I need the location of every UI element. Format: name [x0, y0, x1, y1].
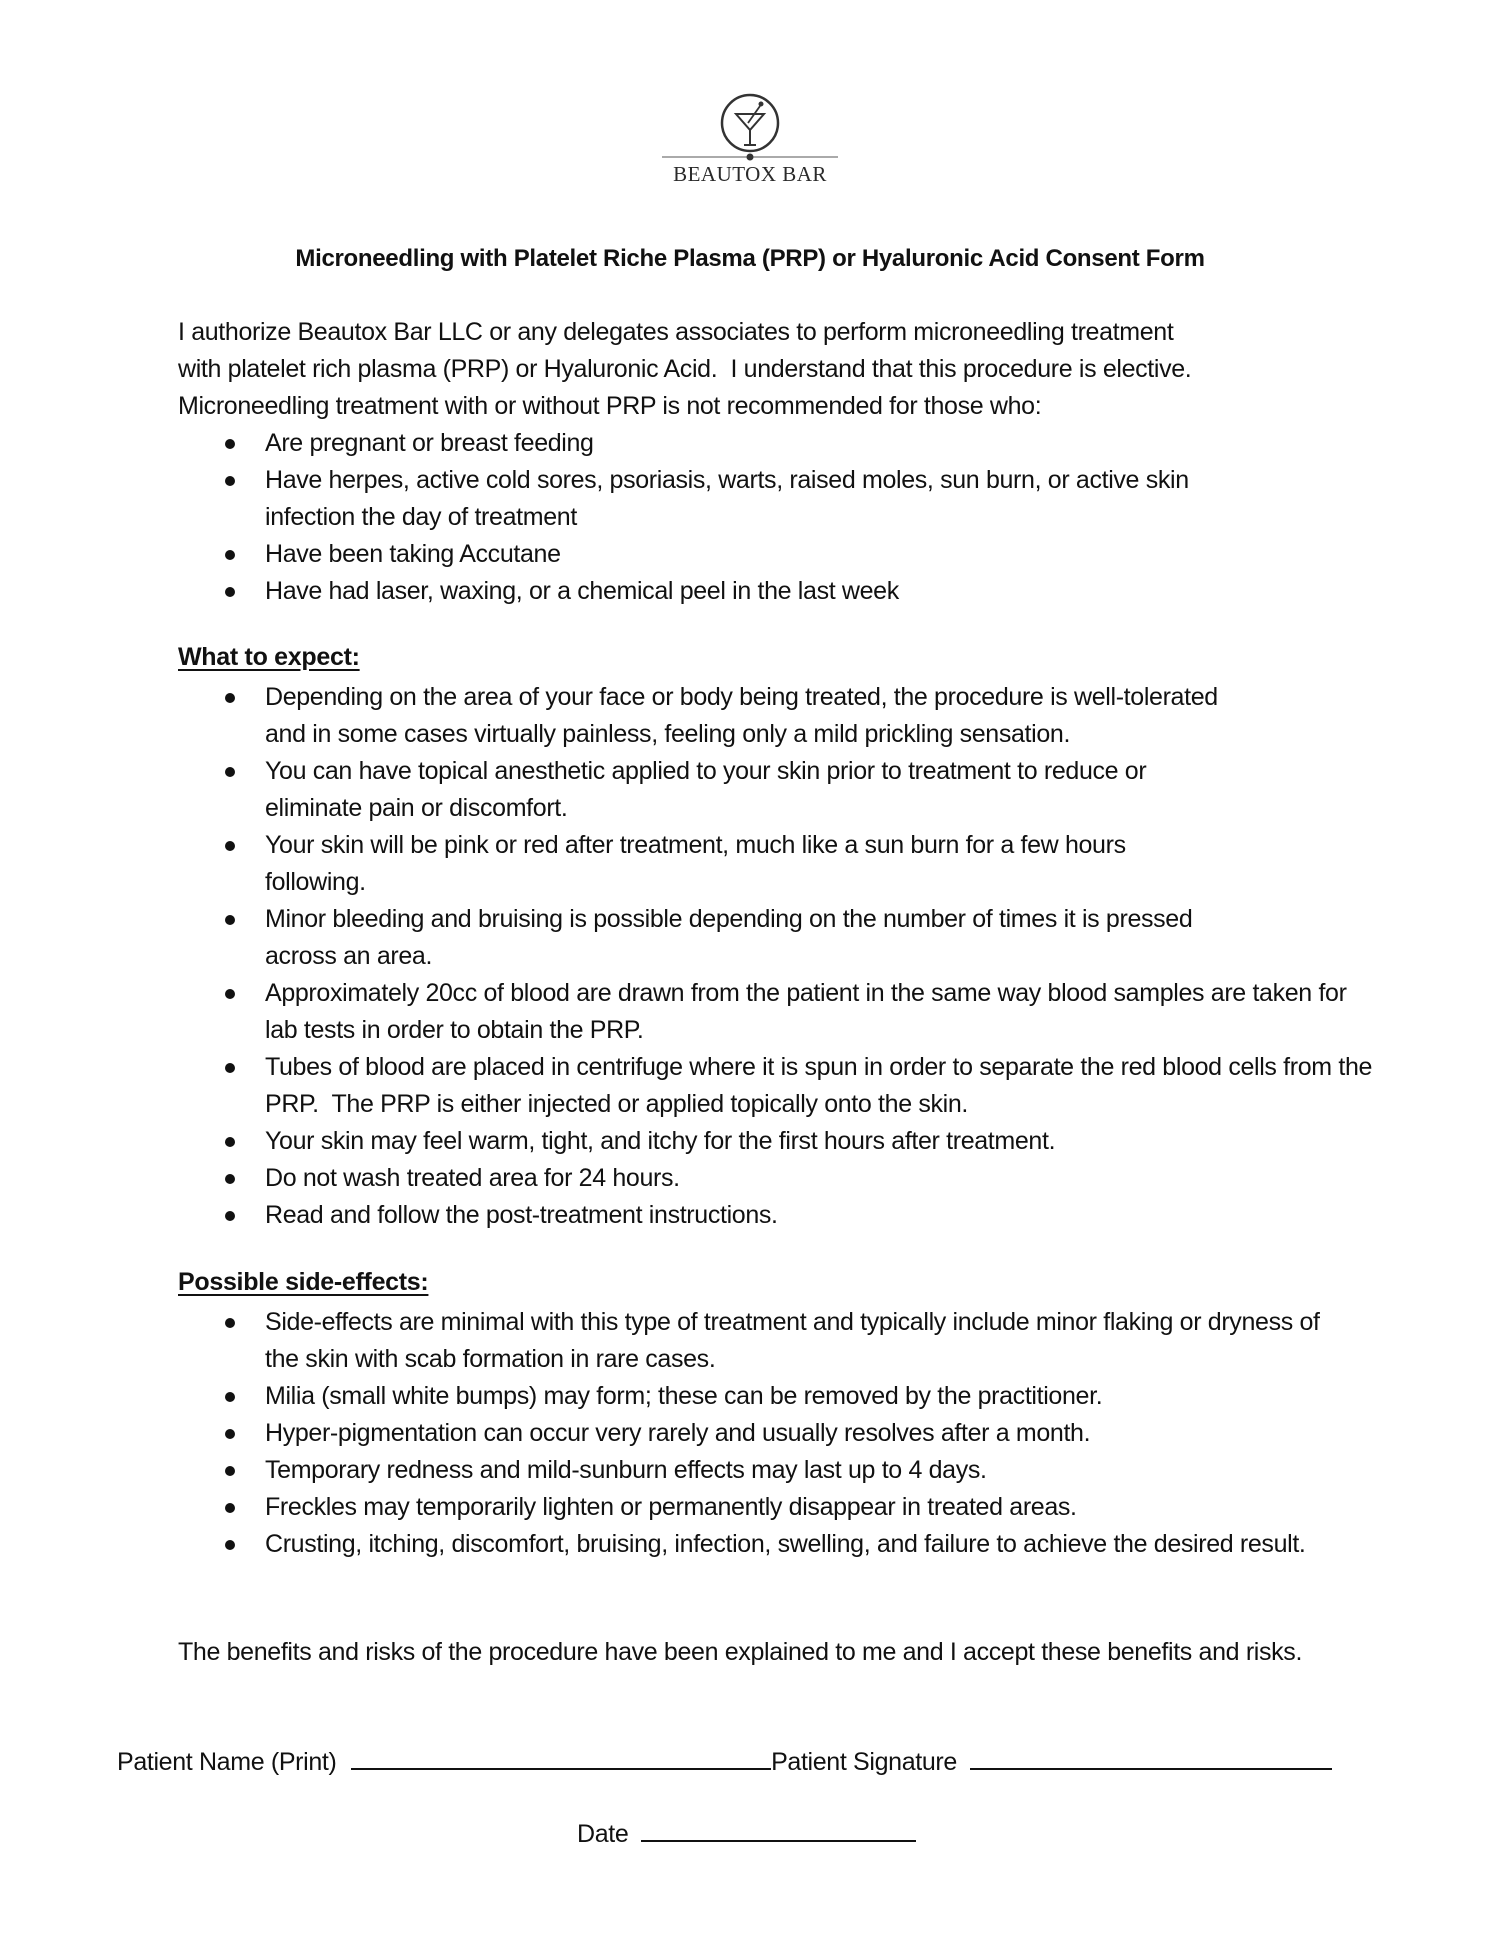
list-item: Have been taking Accutane: [178, 536, 1338, 573]
bullet-icon: [225, 1063, 235, 1073]
contraindications-list: [178, 425, 1338, 610]
patient-name-field[interactable]: [351, 1746, 771, 1770]
list-item: Temporary redness and mild-sunburn effects may last up to 4 days.: [178, 1452, 1338, 1489]
date-row: [577, 1818, 916, 1849]
intro-line: I authorize Beautox Bar LLC or any delegates associates to perform microneedling treatment: [178, 318, 1174, 346]
list-item: Approximately 20cc of blood are drawn from the patient in the same way blood samples are taken for lab tests in order to obtain the PRP.: [178, 975, 1375, 1049]
martini-glass-icon: [715, 92, 785, 162]
logo-divider: [660, 153, 840, 161]
bullet-icon: [225, 1137, 235, 1147]
bullet-icon: [225, 1318, 235, 1328]
side-effects-list: [178, 1304, 1338, 1563]
bullet-icon: [225, 841, 235, 851]
acknowledgement-paragraph: The benefits and risks of the procedure have been explained to me and I accept these benefits and risks.: [178, 1638, 1303, 1666]
brand-logo: [660, 92, 840, 192]
bullet-icon: [225, 1211, 235, 1221]
bullet-icon: [225, 1540, 235, 1550]
list-item: Have herpes, active cold sores, psoriasis, warts, raised moles, sun burn, or active skin infection the day of treatment: [178, 462, 1265, 536]
list-item: Your skin may feel warm, tight, and itchy for the first hours after treatment.: [178, 1123, 1258, 1160]
list-item: You can have topical anesthetic applied to your skin prior to treatment to reduce or eliminate pain or discomfort.: [178, 753, 1225, 827]
bullet-icon: [225, 989, 235, 999]
patient-signature-field[interactable]: [970, 1746, 1332, 1770]
list-item: Side-effects are minimal with this type of treatment and typically include minor flaking or dryness of the skin with scab formation in rare cases.: [178, 1304, 1355, 1378]
intro-line: Microneedling treatment with or without PRP is not recommended for those who:: [178, 392, 1042, 420]
bullet-icon: [225, 1174, 235, 1184]
list-item: Do not wash treated area for 24 hours.: [178, 1160, 1258, 1197]
section-heading-side-effects: Possible side-effects:: [178, 1268, 429, 1296]
list-item: Your skin will be pink or red after treatment, much like a sun burn for a few hours following.: [178, 827, 1225, 901]
bullet-icon: [225, 915, 235, 925]
patient-name-label: Patient Name (Print): [117, 1748, 337, 1776]
form-title: Microneedling with Platelet Riche Plasma (PRP) or Hyaluronic Acid Consent Form: [295, 245, 1205, 272]
patient-signature-label: Patient Signature: [771, 1748, 957, 1776]
list-item: Have had laser, waxing, or a chemical peel in the last week: [178, 573, 1338, 610]
bullet-icon: [225, 550, 235, 560]
list-item: Milia (small white bumps) may form; these can be removed by the practitioner.: [178, 1378, 1338, 1415]
intro-line: with platelet rich plasma (PRP) or Hyaluronic Acid. I understand that this procedure is elective.: [178, 355, 1192, 383]
bullet-icon: [225, 767, 235, 777]
list-item: Tubes of blood are placed in centrifuge where it is spun in order to separate the red blood cells from the PRP. The PRP is either injected or applied topically onto the skin.: [178, 1049, 1385, 1123]
bullet-icon: [225, 1503, 235, 1513]
bullet-icon: [225, 1392, 235, 1402]
list-item: Are pregnant or breast feeding: [178, 425, 1338, 462]
date-label: Date: [577, 1820, 629, 1848]
list-item: Minor bleeding and bruising is possible depending on the number of times it is pressed across an area.: [178, 901, 1258, 975]
list-item: Hyper-pigmentation can occur very rarely and usually resolves after a month.: [178, 1415, 1338, 1452]
bullet-icon: [225, 587, 235, 597]
list-item: Crusting, itching, discomfort, bruising, infection, swelling, and failure to achieve the desired result.: [178, 1526, 1325, 1563]
bullet-icon: [225, 1429, 235, 1439]
intro-paragraph: [178, 314, 1338, 425]
brand-name: BEAUTOX BAR: [673, 162, 827, 186]
section-heading-what-to-expect: What to expect:: [178, 643, 360, 671]
bullet-icon: [225, 1466, 235, 1476]
list-item: Depending on the area of your face or body being treated, the procedure is well-tolerated and in some cases virtually painless, feeling only a mild prickling sensation.: [178, 679, 1258, 753]
signature-row: [117, 1746, 1397, 1777]
list-item: Freckles may temporarily lighten or permanently disappear in treated areas.: [178, 1489, 1338, 1526]
bullet-icon: [225, 476, 235, 486]
bullet-icon: [225, 439, 235, 449]
date-field[interactable]: [641, 1818, 916, 1842]
what-to-expect-list: [178, 679, 1379, 1234]
bullet-icon: [225, 693, 235, 703]
list-item: Read and follow the post-treatment instructions.: [178, 1197, 1258, 1234]
